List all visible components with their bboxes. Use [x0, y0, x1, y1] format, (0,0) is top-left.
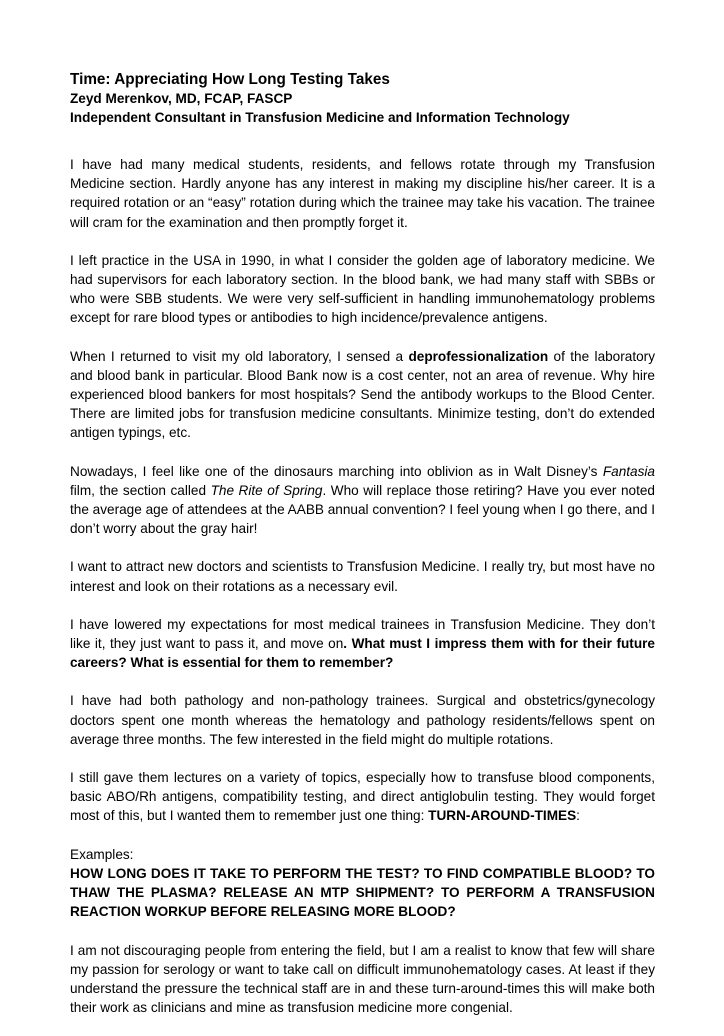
paragraph-attract: I want to attract new doctors and scientists to Transfusion Medicine. I really try, but most have no interest and look on their rotations as a necessary evil.: [70, 559, 655, 594]
text-segment: film, the section called: [70, 482, 211, 498]
paragraph-intro: I have had many medical students, residents, and fellows rotate through my Transfusion Medicine section. Hardly anyone has any interest in making my discipline his/her career. It is a required rotation or an “easy” rotation during which the trainee may take his vacation. The trainee will cram for the examination and then promptly forget it.: [70, 157, 655, 230]
text-segment: . Who will replace those retiring? Have you ever noted the average age of attendees at the AABB annual convention? I feel young when I go there, and I don’t worry about the gray hair!: [70, 482, 655, 537]
text-segment: Nowadays, I feel like one of the dinosaurs marching into oblivion as in Walt Disney’s: [70, 463, 603, 479]
italic-fantasia: Fantasia: [602, 463, 655, 479]
document-page: [70, 70, 655, 1036]
paragraph-expectations: [70, 615, 655, 673]
paragraph-conclusion: I am not discouraging people from entering the field, but I am a realist to know that few will share my passion for serology or want to take call on difficult immunohematology cases. At least if they understand the pressure the technical staff are in and these turn-around-times this will make both their work as clinicians and mine as transfusion medicine more congenial.: [70, 942, 655, 1016]
examples-bold-text: HOW LONG DOES IT TAKE TO PERFORM THE TEST? TO FIND COMPATIBLE BLOOD? TO THAW THE PLASMA? RELEASE AN MTP SHIPMENT? TO PERFORM A TRANSFUSION REACTION WORKUP BEFORE RELEASING MORE BLOOD?: [70, 865, 655, 920]
text-segment: When I returned to visit my old laboratory, I sensed a: [70, 348, 409, 364]
paragraph-deprofessionalization: [70, 347, 655, 443]
title-block: [70, 70, 655, 127]
text-segment: I still gave them lectures on a variety of topics, especially how to transfuse blood components, basic ABO/Rh antigens, compatibility testing, and direct antiglobulin testing. They would forget most of this, but I wanted them to remember just one thing:: [70, 770, 655, 824]
examples-label: Examples:: [70, 846, 134, 862]
paragraph-trainees: I have had both pathology and non-pathology trainees. Surgical and obstetrics/gynecology doctors spent one month whereas the hematology and pathology residents/fellows spent on average three months. The few interested in the field might do multiple rotations.: [70, 693, 655, 747]
text-segment: I have lowered my expectations for most medical trainees in Transfusion Medicine. They don’t like it, they just want to pass it, and move on: [70, 616, 655, 652]
affiliation-line: Independent Consultant in Transfusion Medicine and Information Technology: [70, 110, 570, 125]
text-segment: :: [576, 808, 580, 824]
examples-list: [70, 864, 655, 922]
paragraph-lectures: [70, 768, 655, 826]
document-title: Time: Appreciating How Long Testing Takes: [70, 71, 390, 88]
paragraph-dinosaurs: [70, 462, 655, 539]
emphasis-deprofessionalization: deprofessionalization: [408, 348, 549, 364]
paragraph-golden-age: I left practice in the USA in 1990, in what I consider the golden age of laboratory medicine. We had supervisors for each laboratory section. In the blood bank, we had many staff with SBBs or who were SBB students. We were very self-sufficient in handling immunohematology problems except for rare blood types or antibodies to high incidence/prevalence antigens.: [70, 252, 655, 326]
italic-rite-of-spring: The Rite of Spring: [210, 482, 323, 498]
emphasis-turn-around-times: TURN-AROUND-TIMES: [428, 808, 577, 824]
text-segment: of the laboratory and blood bank in particular. Blood Bank now is a cost center, not an area of revenue. Why hire experienced blood bankers for most hospitals? Send the antibody workups to the Blood Center. There are limited jobs for transfusion medicine consultants. Minimize testing, don’t do extended antigen typings, etc.: [70, 348, 655, 441]
emphasis-question: . What must I impress them with for their future careers? What is essential for them to remember?: [70, 636, 655, 671]
author-line: Zeyd Merenkov, MD, FCAP, FASCP: [70, 91, 293, 106]
